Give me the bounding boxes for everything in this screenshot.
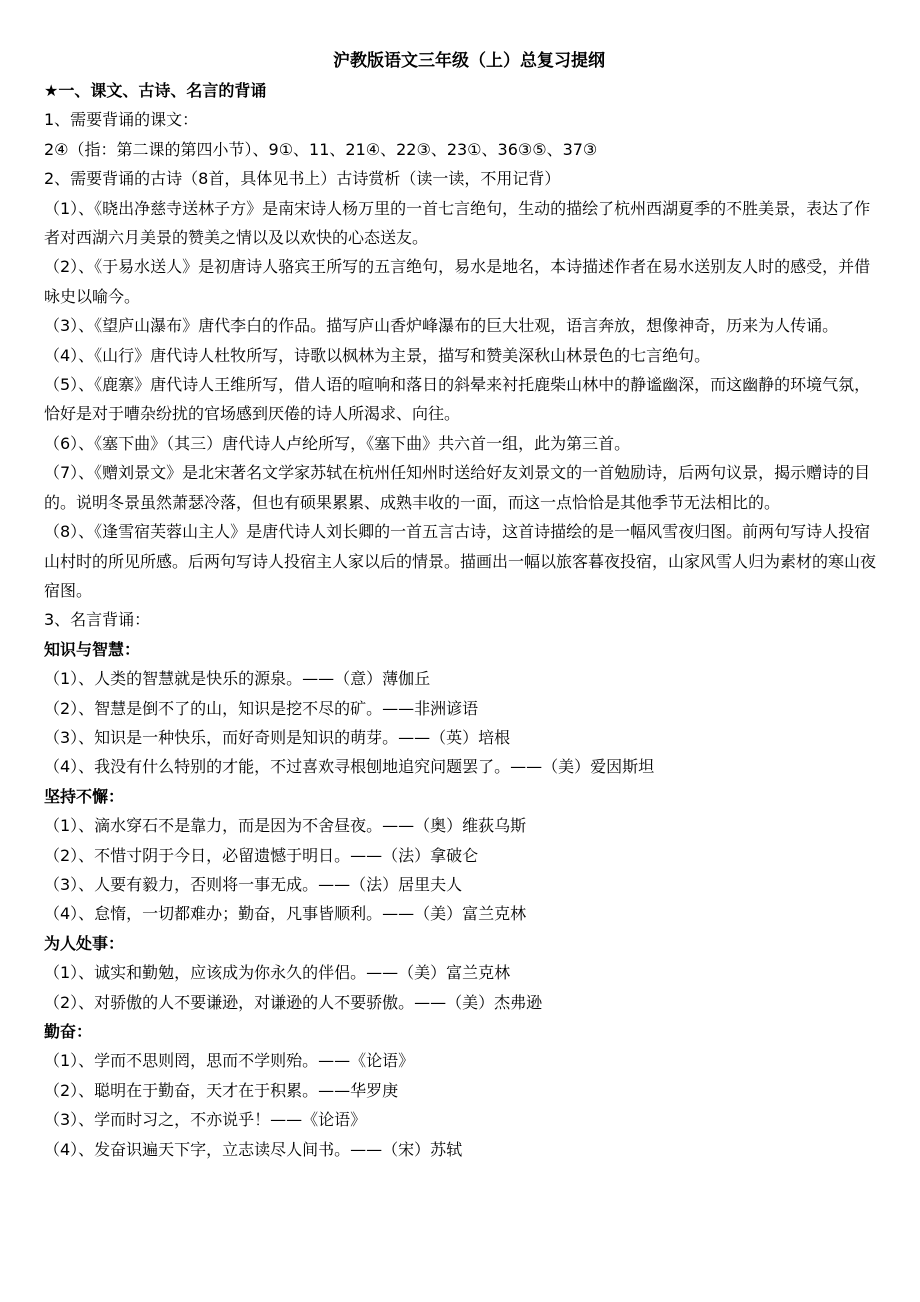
document-title: 沪教版语文三年级（上）总复习提纲 (333, 51, 605, 71)
part1-content: 2④（指：第二课的第四小节）、9①、11、21④、22③、23①、36③⑤、37③ (44, 139, 598, 159)
section-heading-text: 一、课文、古诗、名言的背诵 (58, 81, 267, 100)
quote-item: （4）、怠惰，一切都难办；勤奋，凡事皆顺利。——（美）富兰克林 (44, 904, 527, 924)
part1-heading: 1、需要背诵的课文： (44, 110, 199, 130)
quote-item: （1）、学而不思则罔，思而不学则殆。——《论语》 (44, 1051, 415, 1071)
quote-item: （3）、知识是一种快乐，而好奇则是知识的萌芽。——（英）培根 (44, 727, 511, 747)
poem-item: （8）、《逢雪宿芙蓉山主人》是唐代诗人刘长卿的一首五言古诗，这首诗描绘的是一幅风雪夜归图。前两句写诗人投宿山村时的所见所感。后两句写诗人投宿主人家以后的情景。描画出一幅以旅客暮夜投宿，山家风雪人归为素材的寒山夜宿图。 (44, 522, 877, 600)
quote-item: （3）、学而时习之，不亦说乎！——《论语》 (44, 1110, 367, 1130)
quote-item: （4）、我没有什么特别的才能，不过喜欢寻根刨地追究问题罢了。——（美）爱因斯坦 (44, 757, 655, 777)
quote-item: （2）、不惜寸阴于今日，必留遗憾于明日。——（法）拿破仑 (44, 845, 479, 865)
quote-group-title: 为人处事： (44, 933, 125, 953)
part2-heading: 2、需要背诵的古诗（8首，具体见书上）古诗赏析（读一读，不用记背） (44, 169, 561, 189)
quote-item: （4）、发奋识遍天下字，立志读尽人间书。——（宋）苏轼 (44, 1139, 463, 1159)
quote-item: （1）、滴水穿石不是靠力，而是因为不舍昼夜。——（奥）维荻乌斯 (44, 816, 527, 836)
quote-item: （2）、智慧是倒不了的山，知识是挖不尽的矿。——非洲谚语 (44, 698, 479, 718)
poem-item: （2）、《于易水送人》是初唐诗人骆宾王所写的五言绝句，易水是地名，本诗描述作者在易水送别友人时的感受，并借咏史以喻今。 (44, 257, 871, 306)
poem-item: （1）、《晓出净慈寺送林子方》是南宋诗人杨万里的一首七言绝句，生动的描绘了杭州西湖夏季的不胜美景，表达了作者对西湖六月美景的赞美之情以及以欢快的心态送友。 (44, 198, 871, 248)
part3-heading: 3、名言背诵： (44, 610, 151, 630)
star-icon: ★ (44, 81, 59, 100)
document-page (44, 48, 880, 1164)
poem-item: （7）、《赠刘景文》是北宋著名文学家苏轼在杭州任知州时送给好友刘景文的一首勉励诗，后两句议景，揭示赠诗的目的。说明冬景虽然萧瑟冷落，但也有硕果累累、成熟丰收的一面，而这一点恰恰是其他季节无法相比的。 (44, 463, 871, 512)
poem-item: （4）、《山行》唐代诗人杜牧所写，诗歌以枫林为主景，描写和赞美深秋山林景色的七言绝句。 (44, 345, 711, 365)
section-heading-1 (44, 76, 880, 105)
quote-item: （1）、人类的智慧就是快乐的源泉。——（意）薄伽丘 (44, 669, 431, 689)
poem-item: （6）、《塞下曲》（其三）唐代诗人卢纶所写，《塞下曲》共六首一组，此为第三首。 (44, 433, 631, 453)
quote-item: （2）、聪明在于勤奋，天才在于积累。——华罗庚 (44, 1080, 399, 1100)
poem-item: （5）、《鹿寨》唐代诗人王维所写，借人语的喧响和落日的斜晕来衬托鹿柴山林中的静谧幽深，而这幽静的环境气氛，恰好是对于嘈杂纷扰的官场感到厌倦的诗人所渴求、向往。 (44, 375, 871, 424)
quote-item: （3）、人要有毅力，否则将一事无成。——（法）居里夫人 (44, 874, 463, 894)
quote-group-title: 知识与智慧： (44, 639, 141, 659)
quote-group-title: 勤奋： (44, 1022, 93, 1041)
quote-group-title: 坚持不懈： (44, 786, 125, 806)
quote-item: （1）、诚实和勤勉，应该成为你永久的伴侣。——（美）富兰克林 (44, 963, 511, 983)
poem-item: （3）、《望庐山瀑布》唐代李白的作品。描写庐山香炉峰瀑布的巨大壮观，语言奔放，想像神奇，历来为人传诵。 (44, 316, 839, 336)
quote-item: （2）、对骄傲的人不要谦逊，对谦逊的人不要骄傲。——（美）杰弗逊 (44, 992, 543, 1012)
